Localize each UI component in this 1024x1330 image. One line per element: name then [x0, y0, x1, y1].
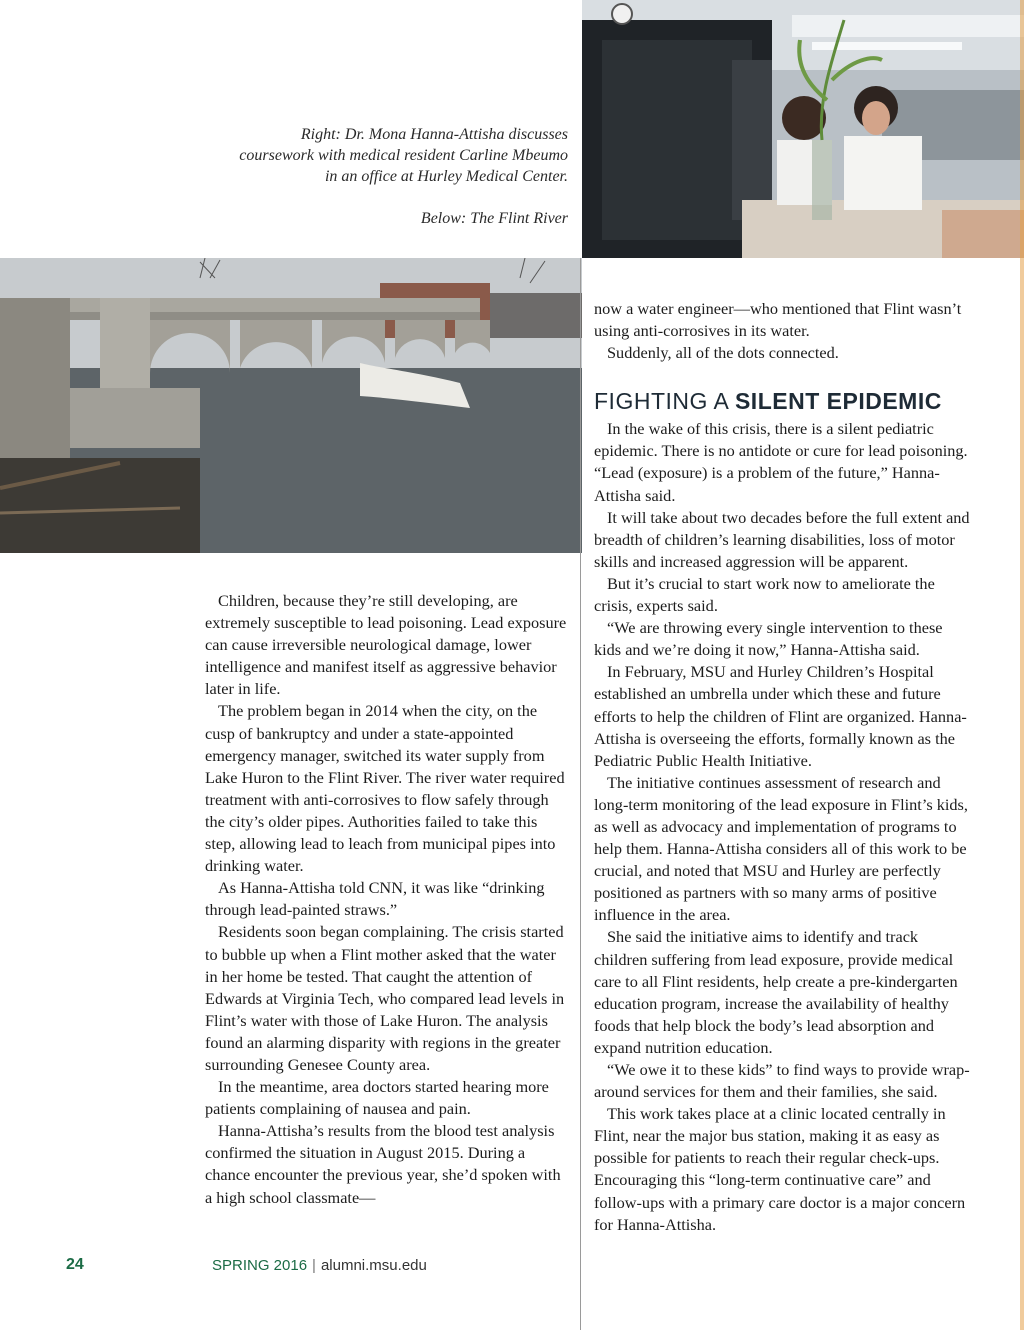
- section-heading: [594, 387, 972, 415]
- right-paragraph: In February, MSU and Hurley Children’s Hospital established an umbrella under which these and future efforts to help the children of Flint are organized. Hanna-Attisha is overseeing the efforts, formally known as the Pediatric Public Health Initiative.: [594, 662, 967, 770]
- footer-separator: |: [312, 1257, 316, 1274]
- left-paragraph: The problem began in 2014 when the city, on the cusp of bankruptcy and under a state-appointed emergency manager, switched its water supply from Lake Huron to the Flint River. The river water required treatment with anti-corrosives to flow safely through the city’s older pipes. Authorities failed to take this step, allowing lead to leach from municipal pipes into drinking water.: [205, 701, 565, 876]
- left-column: [205, 590, 569, 1209]
- continued-paragraph: now a water engineer—who mentioned that Flint wasn’t using anti-corrosives in its water.: [594, 299, 962, 341]
- photo-captions: [230, 124, 568, 229]
- page-edge-accent: [1020, 0, 1024, 1330]
- right-column: [594, 298, 972, 1236]
- left-paragraph: In the meantime, area doctors started hearing more patients complaining of nausea and pain.: [205, 1077, 549, 1119]
- issue-footer: [212, 1257, 427, 1274]
- right-paragraph: But it’s crucial to start work now to ameliorate the crisis, experts said.: [594, 573, 935, 616]
- section-heading-bold: SILENT EPIDEMIC: [734, 388, 942, 415]
- section-heading-light: FIGHTING A: [594, 388, 735, 415]
- footer-site-link[interactable]: alumni.msu.edu: [320, 1257, 427, 1274]
- caption-below: Below: The Flint River: [420, 210, 568, 227]
- left-paragraph: Residents soon began complaining. The crisis started to bubble up when a Flint mother asked that the water in her home be tested. That caught the attention of Edwards at Virginia Tech, who compared lead levels in Flint’s water with those of Lake Huron. The analysis found an alarming disparity with regions in the greater surrounding Genesee County area.: [205, 922, 565, 1074]
- page-number: 24: [66, 1256, 84, 1273]
- river-photo: [0, 258, 582, 553]
- right-paragraph: It will take about two decades before the full extent and breadth of children’s learning disabilities, loss of motor skills and increased aggression will be apparent.: [594, 507, 970, 571]
- right-paragraph: “We are throwing every single intervention to these kids and we’re doing it now,” Hanna-Attisha said.: [594, 618, 943, 660]
- office-photo: [582, 0, 1024, 258]
- office-photo-illustration: [582, 0, 1024, 258]
- left-paragraph: Hanna-Attisha’s results from the blood test analysis confirmed the situation in August 2015. During a chance encounter the previous year, she’d spoken with a high school classmate—: [205, 1121, 561, 1207]
- right-paragraph: In the wake of this crisis, there is a silent pediatric epidemic. There is no antidote or cure for lead poisoning. “Lead (exposure) is a problem of the future,” Hanna-Attisha said.: [594, 419, 968, 505]
- right-paragraph: She said the initiative aims to identify and track children suffering from lead exposure, provide medical care to all Flint residents, help create a pre-kindergarten education program, increase the availability of healthy foods that help block the body’s lead absorption and expand nutrition education.: [594, 927, 958, 1057]
- caption-right: Right: Dr. Mona Hanna-Attisha discusses coursework with medical resident Carline Mbeumo in an office at Hurley Medical Center.: [239, 126, 568, 185]
- column-divider: [580, 258, 581, 1330]
- left-paragraph: As Hanna-Attisha told CNN, it was like “drinking through lead-painted straws.”: [205, 878, 545, 920]
- river-photo-illustration: [0, 258, 582, 553]
- right-paragraph: “We owe it to these kids” to find ways to provide wrap-around services for them and their families, she said.: [594, 1060, 970, 1102]
- dots-paragraph: Suddenly, all of the dots connected.: [607, 343, 839, 363]
- footer-season: SPRING 2016: [212, 1257, 308, 1274]
- right-paragraph: The initiative continues assessment of research and long-term monitoring of the lead exposure in Flint’s kids, as well as advocacy and implementation of programs to help them. Hanna-Attisha considers all of this work to be crucial, and noted that MSU and Hurley are perfectly positioned as partners with so many arms of positive influence in the area.: [594, 772, 968, 925]
- right-paragraph: This work takes place at a clinic located centrally in Flint, near the major bus station, making it as easy as possible for patients to reach their regular check-ups. Encouraging this “long-term continuative care” and follow-ups with a primary care doctor is a major concern for Hanna-Attisha.: [594, 1104, 966, 1234]
- left-paragraph: Children, because they’re still developing, are extremely susceptible to lead poisoning. Lead exposure can cause irreversible neurological damage, lower intelligence and manifest itself as aggressive behavior later in life.: [205, 591, 567, 699]
